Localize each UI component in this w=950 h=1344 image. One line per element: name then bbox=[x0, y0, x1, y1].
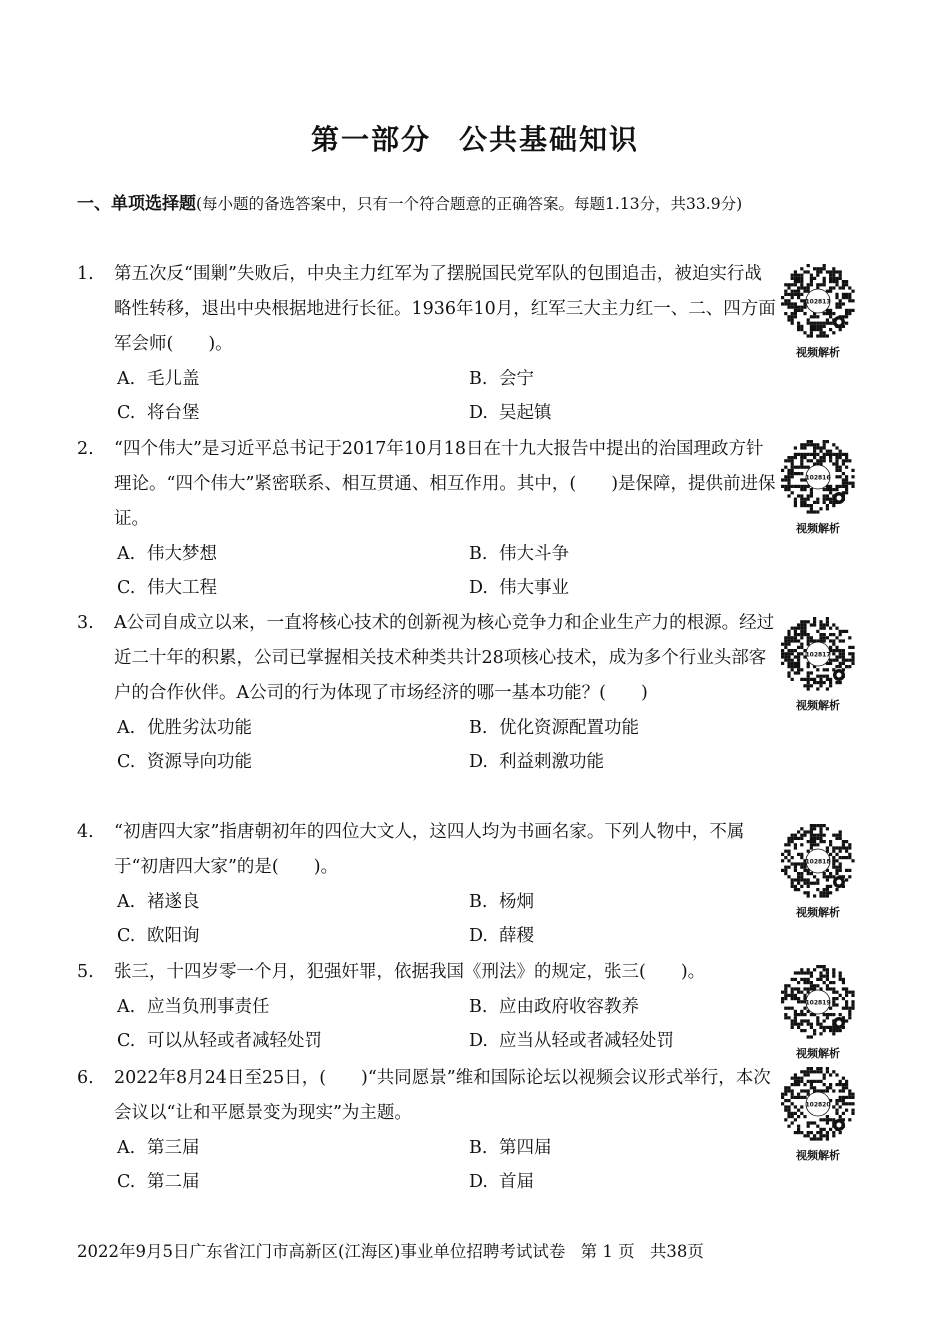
qr-code-icon bbox=[779, 438, 857, 516]
option-text: 应当负刑事责任 bbox=[147, 997, 270, 1017]
qr-code-4[interactable] bbox=[776, 822, 860, 920]
qr-code-icon bbox=[779, 963, 857, 1041]
question-stem bbox=[77, 1061, 777, 1131]
option-letter: B. bbox=[469, 997, 488, 1017]
option-letter: B. bbox=[469, 892, 488, 912]
option-letter: D. bbox=[469, 403, 488, 423]
option-letter: C. bbox=[117, 1172, 136, 1192]
qr-code-icon bbox=[779, 262, 857, 340]
option-text: 吴起镇 bbox=[499, 403, 552, 423]
qr-caption: 视频解析 bbox=[796, 906, 840, 919]
option-letter: B. bbox=[469, 1138, 488, 1158]
option-letter: A. bbox=[117, 892, 136, 912]
option-d bbox=[469, 1024, 821, 1058]
option-d bbox=[469, 745, 821, 779]
option-letter: D. bbox=[469, 578, 488, 598]
section-heading: 一、单项选择题 bbox=[77, 194, 196, 214]
question-number: 5. bbox=[77, 962, 94, 982]
option-letter: A. bbox=[117, 369, 136, 389]
qr-code-number: 102817 bbox=[805, 651, 831, 659]
option-text: 应当从轻或者减轻处罚 bbox=[499, 1031, 674, 1051]
page-footer bbox=[77, 1238, 877, 1262]
qr-code-number: 102816 bbox=[805, 474, 831, 482]
qr-code-number: 102818 bbox=[805, 858, 831, 866]
question-stem bbox=[77, 955, 777, 990]
page-title bbox=[0, 118, 950, 158]
question-stem bbox=[77, 815, 777, 885]
question-number: 4. bbox=[77, 822, 94, 842]
qr-code-1[interactable] bbox=[776, 262, 860, 360]
qr-caption: 视频解析 bbox=[796, 346, 840, 359]
question-2 bbox=[77, 432, 777, 605]
option-c bbox=[117, 1024, 469, 1058]
option-letter: A. bbox=[117, 544, 136, 564]
title-part: 第一部分 bbox=[310, 123, 431, 156]
option-text: 毛儿盖 bbox=[147, 369, 200, 389]
option-letter: A. bbox=[117, 1138, 136, 1158]
question-3 bbox=[77, 606, 777, 779]
option-text: 优胜劣汰功能 bbox=[147, 718, 252, 738]
question-number: 1. bbox=[77, 264, 94, 284]
qr-code-6[interactable] bbox=[776, 1065, 860, 1163]
option-text: 薛稷 bbox=[499, 926, 534, 946]
option-text: 可以从轻或者减轻处罚 bbox=[147, 1031, 322, 1051]
option-letter: D. bbox=[469, 752, 488, 772]
option-text: 会宁 bbox=[499, 369, 534, 389]
option-letter: D. bbox=[469, 1172, 488, 1192]
qr-code-2[interactable] bbox=[776, 438, 860, 536]
option-d bbox=[469, 571, 821, 605]
qr-caption: 视频解析 bbox=[796, 699, 840, 712]
option-letter: B. bbox=[469, 369, 488, 389]
options bbox=[117, 362, 777, 430]
question-text: A公司自成立以来，一直将核心技术的创新视为核心竞争力和企业生产力的根源。经过近二十年的积累，公司已掌握相关技术种类共计28项核心技术，成为多个行业头部客户的合作伙伴。A公司的行为体现了市场经济的哪一基本功能？( ) bbox=[114, 613, 775, 703]
option-text: 将台堡 bbox=[147, 403, 200, 423]
option-b bbox=[469, 885, 821, 919]
option-a bbox=[117, 537, 469, 571]
option-letter: C. bbox=[117, 1031, 136, 1051]
option-d bbox=[469, 1165, 821, 1199]
option-letter: D. bbox=[469, 926, 488, 946]
option-a bbox=[117, 362, 469, 396]
option-text: 杨炯 bbox=[499, 892, 534, 912]
question-number: 6. bbox=[77, 1068, 94, 1088]
qr-code-icon bbox=[779, 1065, 857, 1143]
option-d bbox=[469, 919, 821, 953]
question-number: 3. bbox=[77, 613, 94, 633]
option-d bbox=[469, 396, 821, 430]
question-text: 第五次反“围剿”失败后，中央主力红军为了摆脱国民党军队的包围追击，被迫实行战略性转移，退出中央根据地进行长征。1936年10月，红军三大主力红一、二、四方面军会师( )。 bbox=[114, 264, 776, 354]
options bbox=[117, 537, 777, 605]
option-text: 优化资源配置功能 bbox=[499, 718, 639, 738]
options bbox=[117, 885, 777, 953]
options bbox=[117, 711, 777, 779]
option-a bbox=[117, 711, 469, 745]
qr-code-number: 102813 bbox=[805, 298, 831, 306]
option-text: 第四届 bbox=[499, 1138, 552, 1158]
option-text: 褚遂良 bbox=[147, 892, 200, 912]
qr-code-5[interactable] bbox=[776, 963, 860, 1061]
option-text: 资源导向功能 bbox=[147, 752, 252, 772]
option-c bbox=[117, 745, 469, 779]
question-number: 2. bbox=[77, 439, 94, 459]
option-a bbox=[117, 990, 469, 1024]
footer-total-pages: 共38页 bbox=[649, 1242, 704, 1261]
question-stem bbox=[77, 257, 777, 362]
footer-exam-title: 2022年9月5日广东省江门市高新区(江海区)事业单位招聘考试试卷 bbox=[77, 1242, 566, 1261]
option-text: 利益刺激功能 bbox=[499, 752, 604, 772]
question-text: “四个伟大”是习近平总书记于2017年10月18日在十九大报告中提出的治国理政方针理论。“四个伟大”紧密联系、相互贯通、相互作用。其中，( )是保障，提供前进保证。 bbox=[114, 439, 776, 529]
option-text: 伟大梦想 bbox=[147, 544, 217, 564]
option-a bbox=[117, 1131, 469, 1165]
option-text: 伟大斗争 bbox=[499, 544, 569, 564]
option-letter: C. bbox=[117, 752, 136, 772]
option-a bbox=[117, 885, 469, 919]
question-stem bbox=[77, 606, 777, 711]
question-5 bbox=[77, 955, 777, 1058]
option-b bbox=[469, 1131, 821, 1165]
option-text: 应由政府收容教养 bbox=[499, 997, 639, 1017]
option-letter: B. bbox=[469, 544, 488, 564]
question-text: 2022年8月24日至25日，( )“共同愿景”维和国际论坛以视频会议形式举行，本次会议以“让和平愿景变为现实”为主题。 bbox=[114, 1068, 771, 1123]
footer-page-number: 第 1 页 bbox=[580, 1242, 635, 1261]
qr-code-icon bbox=[779, 615, 857, 693]
option-b bbox=[469, 711, 821, 745]
option-text: 第二届 bbox=[147, 1172, 200, 1192]
option-letter: A. bbox=[117, 718, 136, 738]
qr-code-number: 102819 bbox=[805, 999, 831, 1007]
option-c bbox=[117, 919, 469, 953]
option-b bbox=[469, 362, 821, 396]
options bbox=[117, 990, 777, 1058]
option-b bbox=[469, 537, 821, 571]
qr-code-icon bbox=[779, 822, 857, 900]
section-header bbox=[77, 186, 872, 222]
qr-code-3[interactable] bbox=[776, 615, 860, 713]
option-letter: D. bbox=[469, 1031, 488, 1051]
option-letter: A. bbox=[117, 997, 136, 1017]
question-1 bbox=[77, 257, 777, 430]
option-text: 第三届 bbox=[147, 1138, 200, 1158]
option-text: 首届 bbox=[499, 1172, 534, 1192]
option-b bbox=[469, 990, 821, 1024]
option-c bbox=[117, 396, 469, 430]
option-text: 欧阳询 bbox=[147, 926, 200, 946]
option-letter: C. bbox=[117, 926, 136, 946]
option-letter: C. bbox=[117, 578, 136, 598]
options bbox=[117, 1131, 777, 1199]
option-text: 伟大工程 bbox=[147, 578, 217, 598]
option-text: 伟大事业 bbox=[499, 578, 569, 598]
question-6 bbox=[77, 1061, 777, 1199]
question-stem bbox=[77, 432, 777, 537]
section-note: (每小题的备选答案中，只有一个符合题意的正确答案。每题1.13分，共33.9分) bbox=[196, 195, 743, 213]
title-name: 公共基础知识 bbox=[459, 123, 640, 156]
option-letter: B. bbox=[469, 718, 488, 738]
question-text: 张三，十四岁零一个月，犯强奸罪，依据我国《刑法》的规定，张三( )。 bbox=[114, 962, 706, 982]
option-c bbox=[117, 1165, 469, 1199]
option-letter: C. bbox=[117, 403, 136, 423]
option-c bbox=[117, 571, 469, 605]
qr-code-number: 102820 bbox=[805, 1101, 831, 1109]
question-4 bbox=[77, 815, 777, 953]
qr-caption: 视频解析 bbox=[796, 1149, 840, 1162]
question-text: “初唐四大家”指唐朝初年的四位大文人，这四人均为书画名家。下列人物中，不属于“初唐四大家”的是( )。 bbox=[114, 822, 745, 877]
qr-caption: 视频解析 bbox=[796, 522, 840, 535]
qr-caption: 视频解析 bbox=[796, 1047, 840, 1060]
